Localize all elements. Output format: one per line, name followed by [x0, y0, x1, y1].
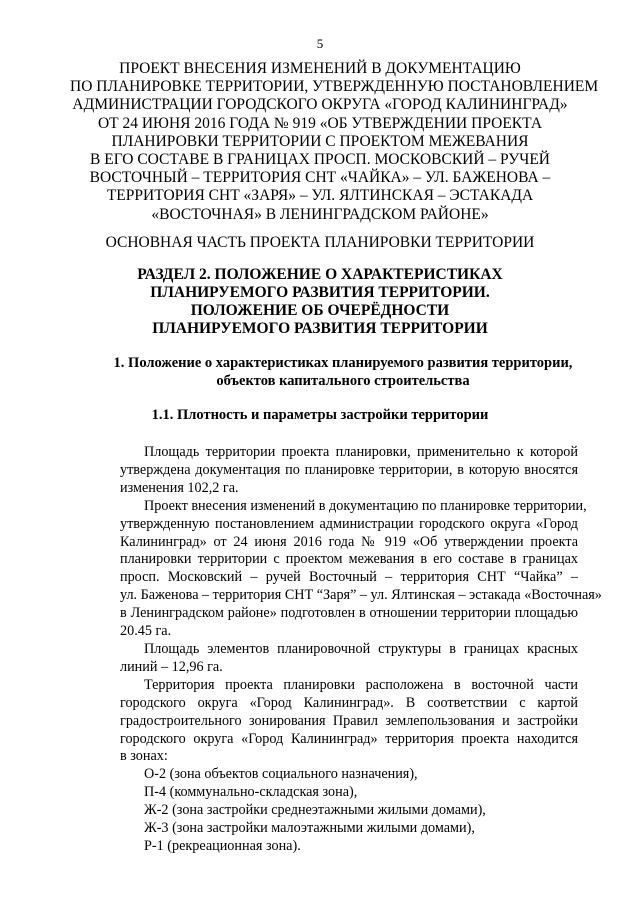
paragraph-line: городского округа «Город Калининград». В соответствии с картой: [120, 694, 578, 711]
document-title: [70, 60, 599, 224]
title-line: ПЛАНИРОВКИ ТЕРРИТОРИИ С ПРОЕКТОМ МЕЖЕВАНИЯ: [111, 132, 529, 150]
paragraph-line: просп. Московский – ручей Восточный – территория СНТ “Чайка” –: [120, 569, 578, 586]
chapter-heading-line: 1. Положение о характеристиках планируемого развития территории,: [113, 355, 573, 371]
section-heading-line: ПОЛОЖЕНИЕ ОБ ОЧЕРЁДНОСТИ: [190, 302, 450, 319]
subsection-heading: 1.1. Плотность и параметры застройки территории: [151, 407, 489, 423]
title-line: В ЕГО СОСТАВЕ В ГРАНИЦАХ ПРОСП. МОСКОВСКИЙ – РУЧЕЙ: [90, 151, 550, 169]
paragraph-line: градостроительного зонирования Правил землепользования и застройки: [120, 712, 578, 729]
section-heading: [70, 266, 570, 338]
paragraph-line: Территория проекта планировки расположена в восточной части: [144, 676, 578, 693]
zone-item: О-2 (зона объектов социального назначения),: [144, 766, 418, 783]
chapter-heading-line: объектов капитального строительства: [216, 373, 470, 389]
title-line: ОТ 24 ИЮНЯ 2016 ГОДА № 919 «ОБ УТВЕРЖДЕНИИ ПРОЕКТА: [97, 114, 543, 132]
section-heading-line: ПЛАНИРУЕМОГО РАЗВИТИЯ ТЕРРИТОРИИ: [152, 320, 488, 337]
title-line: ТЕРРИТОРИЯ СНТ «ЗАРЯ» – УЛ. ЯЛТИНСКАЯ – ЭСТАКАДА: [106, 187, 534, 205]
zone-item: Ж-2 (зона застройки среднеэтажными жилыми домами),: [144, 802, 486, 819]
section-heading-line: ПЛАНИРУЕМОГО РАЗВИТИЯ ТЕРРИТОРИИ.: [150, 284, 490, 301]
paragraph-line: линий – 12,96 га.: [120, 658, 223, 675]
paragraph-line: Проект внесения изменений в документацию по планировке территории,: [144, 497, 587, 514]
paragraph-line: планировки территории с проектом межевания в его составе в границах: [120, 551, 578, 568]
paragraph-line: Площадь элементов планировочной структуры в границах красных: [144, 640, 578, 657]
page-number: 5: [316, 36, 324, 51]
paragraph-area: [120, 444, 578, 498]
zone-item: Ж-3 (зона застройки малоэтажными жилыми домами),: [144, 820, 475, 837]
chapter-heading: [108, 354, 578, 390]
zone-list: [120, 766, 578, 856]
title-line: АДМИНИСТРАЦИИ ГОРОДСКОГО ОКРУГА «ГОРОД КАЛИНИНГРАД»: [72, 96, 568, 114]
paragraph-red-lines: [120, 641, 578, 677]
title-line: ВОСТОЧНЫЙ – ТЕРРИТОРИЯ СНТ «ЧАЙКА» – УЛ. БАЖЕНОВА –: [89, 169, 551, 187]
paragraph-line: городского округа «Город Калининград» территория проекта находится: [120, 730, 578, 747]
zone-item: П-4 (коммунально-складская зона),: [144, 784, 358, 801]
document-subtitle: ОСНОВНАЯ ЧАСТЬ ПРОЕКТА ПЛАНИРОВКИ ТЕРРИТОРИИ: [105, 234, 535, 251]
paragraph-location: [120, 677, 578, 767]
title-line: ПРОЕКТ ВНЕСЕНИЯ ИЗМЕНЕНИЙ В ДОКУМЕНТАЦИЮ: [119, 60, 521, 77]
title-line: ПО ПЛАНИРОВКЕ ТЕРРИТОРИИ, УТВЕРЖДЕННУЮ ПОСТАНОВЛЕНИЕМ: [70, 78, 599, 96]
paragraph-project: [120, 497, 602, 641]
paragraph-line: 20.45 га.: [120, 623, 172, 640]
paragraph-line: Площадь территории проекта планировки, применительно к которой: [144, 444, 578, 460]
paragraph-line: изменения 102,2 га.: [120, 479, 239, 496]
paragraph-line: утверждена документация по планировке территории, в которую вносятся: [120, 461, 578, 478]
section-heading-line: РАЗДЕЛ 2. ПОЛОЖЕНИЕ О ХАРАКТЕРИСТИКАХ: [137, 266, 503, 283]
title-line: «ВОСТОЧНАЯ» В ЛЕНИНГРАДСКОМ РАЙОНЕ»: [151, 205, 489, 223]
paragraph-line: утвержденную постановлением администрации городского округа «Город: [120, 515, 578, 532]
paragraph-line: в зонах:: [120, 748, 168, 765]
paragraph-line: в Ленинградском районе» подготовлен в отношении территории площадью: [120, 605, 578, 622]
body-text: [120, 444, 602, 856]
paragraph-line: Калининград» от 24 июня 2016 года № 919 «Об утверждении проекта: [120, 533, 578, 550]
zone-item: Р-1 (рекреационная зона).: [144, 837, 301, 854]
paragraph-line: ул. Баженова – территория СНТ “Заря” – ул. Ялтинская – эстакада «Восточная»: [120, 587, 602, 604]
